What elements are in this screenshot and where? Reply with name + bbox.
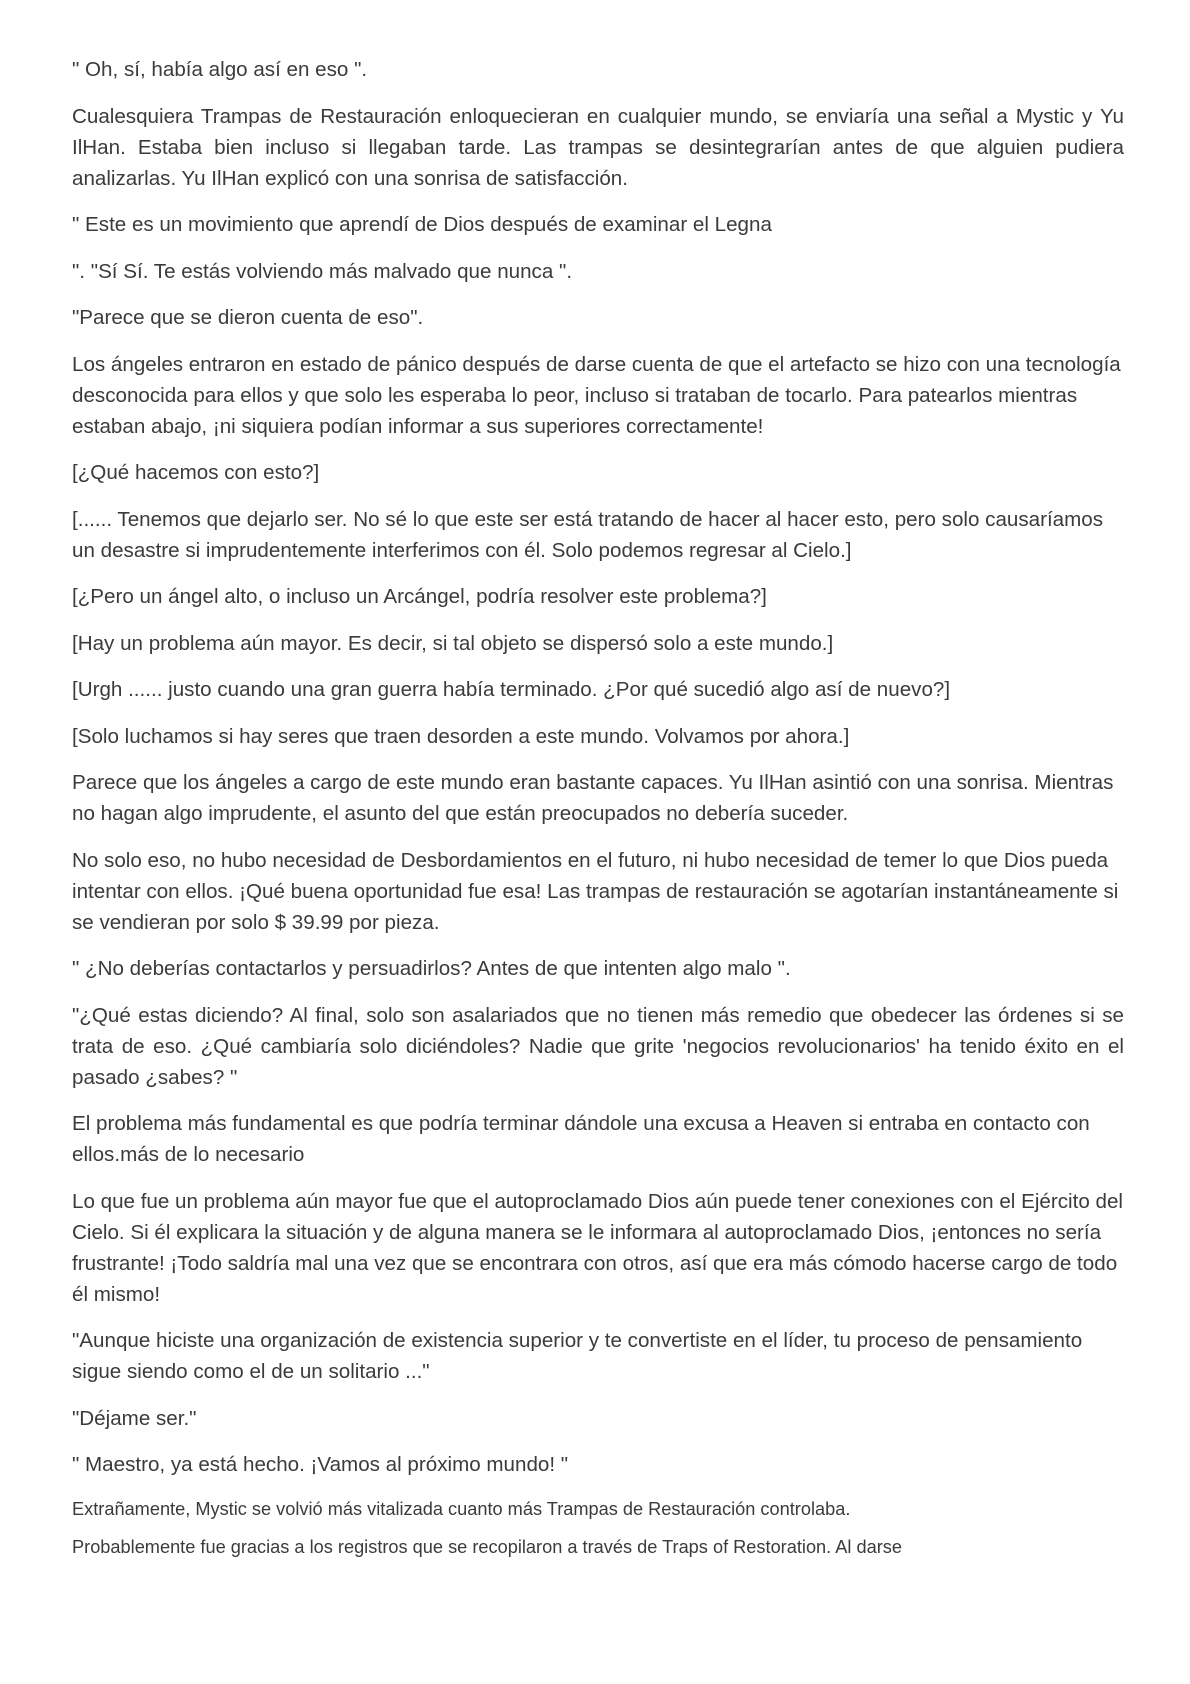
paragraph-19: "Aunque hiciste una organización de existencia superior y te convertiste en el líder, tu proceso de pensamiento sigue siendo como el de un solitario ..." — [72, 1329, 1083, 1383]
paragraph-23: Probablemente fue gracias a los registros que se recopilaron a través de Traps of Restoration. Al darse — [72, 1536, 902, 1557]
paragraph-16: "¿Qué estas diciendo? Al final, solo son asalariados que no tienen más remedio que obedecer las órdenes si se trata de eso. ¿Qué cambiaría solo diciéndoles? Nadie que grite 'negocios revolucionarios' ha tenido éxito en el pasado ¿sabes? " — [72, 1003, 1124, 1089]
paragraph-14: No solo eso, no hubo necesidad de Desbordamientos en el futuro, ni hubo necesidad de temer lo que Dios pueda intentar con ellos. ¡Qué buena oportunidad fue esa! Las trampas de restauración se agotarían instantáneamente si se vendieran por solo $ 39.99 por pieza. — [72, 848, 1119, 934]
paragraph-18: Lo que fue un problema aún mayor fue que el autoproclamado Dios aún puede tener conexiones con el Ejército del Cielo. Si él explicara la situación y de alguna manera se le informara al autoproclamado Dios, ¡entonces no sería frustrante! ¡Todo saldría mal una vez que se encontrara con otros, así que era más cómodo hacerse cargo de todo él mismo! — [72, 1189, 1123, 1306]
paragraph-6: Los ángeles entraron en estado de pánico después de darse cuenta de que el artefacto se hizo con una tecnología desconocida para ellos y que solo les esperaba lo peor, incluso si trataban de tocarlo. Para patearlos mientras estaban abajo, ¡ni siquiera podían informar a sus superiores correctamente! — [72, 352, 1121, 438]
paragraph-22: Extrañamente, Mystic se volvió más vitalizada cuanto más Trampas de Restauración controlaba. — [72, 1498, 851, 1519]
paragraph-9: [¿Pero un ángel alto, o incluso un Arcángel, podría resolver este problema?] — [72, 585, 767, 608]
paragraph-2: Cualesquiera Trampas de Restauración enloquecieran en cualquier mundo, se enviaría una señal a Mystic y Yu IlHan. Estaba bien incluso si llegaban tarde. Las trampas se desintegrarían antes de que alguien pudiera analizarlas. Yu IlHan explicó con una sonrisa de satisfacción. — [72, 104, 1124, 190]
paragraph-3: " Este es un movimiento que aprendí de Dios después de examinar el Legna — [72, 213, 772, 236]
paragraph-17: El problema más fundamental es que podría terminar dándole una excusa a Heaven si entraba en contacto con ellos.más de lo necesario — [72, 1112, 1090, 1166]
paragraph-4: ". "Sí Sí. Te estás volviendo más malvado que nunca ". — [72, 259, 573, 283]
paragraph-21: " Maestro, ya está hecho. ¡Vamos al próximo mundo! " — [72, 1453, 569, 1476]
paragraph-12: [Solo luchamos si hay seres que traen desorden a este mundo. Volvamos por ahora.] — [72, 724, 850, 748]
paragraph-11: [Urgh ...... justo cuando una gran guerra había terminado. ¿Por qué sucedió algo así de nuevo?] — [72, 678, 951, 701]
document-page — [72, 54, 1124, 1572]
paragraph-7: [¿Qué hacemos con esto?] — [72, 461, 320, 484]
paragraph-13: Parece que los ángeles a cargo de este mundo eran bastante capaces. Yu IlHan asintió con una sonrisa. Mientras no hagan algo imprudente, el asunto del que están preocupados no debería suceder. — [72, 771, 1114, 825]
paragraph-5: "Parece que se dieron cuenta de eso". — [72, 306, 424, 329]
paragraph-1: " Oh, sí, había algo así en eso ". — [72, 58, 368, 81]
paragraph-20: "Déjame ser." — [72, 1406, 197, 1430]
paragraph-15: " ¿No deberías contactarlos y persuadirlos? Antes de que intenten algo malo ". — [72, 957, 791, 980]
paragraph-8: [...... Tenemos que dejarlo ser. No sé lo que este ser está tratando de hacer al hacer esto, pero solo causaríamos un desastre si imprudentemente interferimos con él. Solo podemos regresar al Cielo.] — [72, 507, 1104, 562]
paragraph-10: [Hay un problema aún mayor. Es decir, si tal objeto se dispersó solo a este mundo.] — [72, 631, 834, 655]
